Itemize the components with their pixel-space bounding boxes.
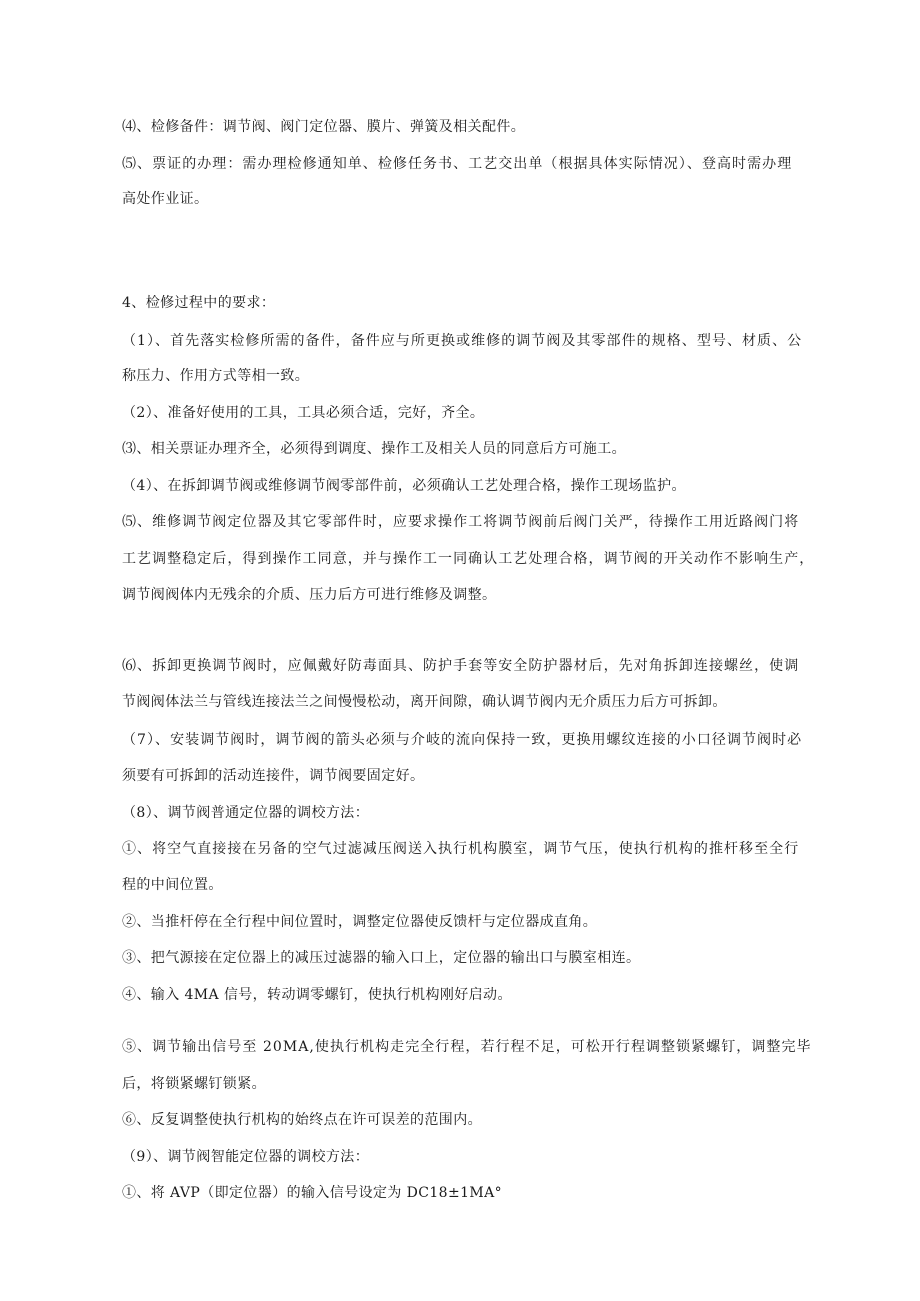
requirement-2-line: （2）、准备好使用的工具，工具必须合适，完好，齐全。 [122,405,485,421]
requirement-8-heading: （8）、调节阀普通定位器的调校方法： [122,805,370,821]
requirement-5-line-3: 调节阀阀体内无残余的介质、压力后方可进行维修及调整。 [122,587,497,603]
requirement-6-line-1: ⑹、拆卸更换调节阀时，应佩戴好防毒面具、防护手套等安全防护器材后，先对角拆卸连接螺丝，使调 [122,658,800,674]
step-5-line-1: ⑤、调节输出信号至 20MA,使执行机构走完全行程，若行程不足，可松开行程调整锁紧螺钉，调整完毕 [122,1039,812,1055]
requirement-7-line-1: （7）、安装调节阀时，调节阀的箭头必须与介岐的流向保持一致，更换用螺纹连接的小口径调节阀时必 [122,732,803,748]
requirement-5-line-2: 工艺调整稳定后，得到操作工同意，并与操作工一同确认工艺处理合格，调节阀的开关动作不影响生产， [122,551,815,567]
spare-parts-line: ⑷、检修备件：调节阀、阀门定位器、膜片、弹簧及相关配件。 [122,119,526,135]
step-5-line-2: 后，将锁紧螺钉锁紧。 [122,1076,266,1092]
requirement-5-line-1: ⑸、维修调节阀定位器及其它零部件时，应要求操作工将调节阀前后阀门关严，待操作工用近路阀门将 [122,514,800,530]
requirement-6-line-2: 节阀阀体法兰与管线连接法兰之间慢慢松动，离开间隙，确认调节阀内无介质压力后方可拆卸。 [122,694,727,710]
step-2-line: ②、当推杆停在全行程中间位置时，调整定位器使反馈杆与定位器成直角。 [122,914,598,930]
requirement-3-line: ⑶、相关票证办理齐全，必须得到调度、操作工及相关人员的同意后方可施工。 [122,441,626,457]
step-1-line-2: 程的中间位置。 [122,877,223,893]
permit-line-1: ⑸、票证的办理：需办理检修通知单、检修任务书、工艺交出单（根据具体实际情况）、登高时需办理 [122,156,793,172]
step-3-line: ③、把气源接在定位器上的减压过滤器的输入口上，定位器的输出口与膜室相连。 [122,950,641,966]
requirement-1-line-1: （1）、首先落实检修所需的备件，备件应与所更换或维修的调节阀及其零部件的规格、型号、材质、公 [122,333,803,349]
smart-step-1-line: ①、将 AVP（即定位器）的输入信号设定为 DC18±1MA° [122,1185,503,1201]
requirement-4-line: （4）、在拆卸调节阀或维修调节阀零部件前，必须确认工艺处理合格，操作工现场监护。 [122,478,686,494]
requirement-9-heading: （9）、调节阀智能定位器的调校方法： [122,1149,370,1165]
step-1-line-1: ①、将空气直接接在另备的空气过滤减压阀送入执行机构膜室，调节气压，使执行机构的推杆移至全行 [122,841,800,857]
requirement-7-line-2: 须要有可拆卸的活动连接件，调节阀要固定好。 [122,768,425,784]
section-heading: 4、检修过程中的要求： [122,295,276,311]
step-4-line: ④、输入 4MA 信号，转动调零螺钉，使执行机构刚好启动。 [122,987,512,1003]
permit-line-2: 高处作业证。 [122,191,209,207]
step-6-line: ⑥、反复调整使执行机构的始终点在许可误差的范围内。 [122,1112,482,1128]
requirement-1-line-2: 称压力、作用方式等相一致。 [122,368,310,384]
